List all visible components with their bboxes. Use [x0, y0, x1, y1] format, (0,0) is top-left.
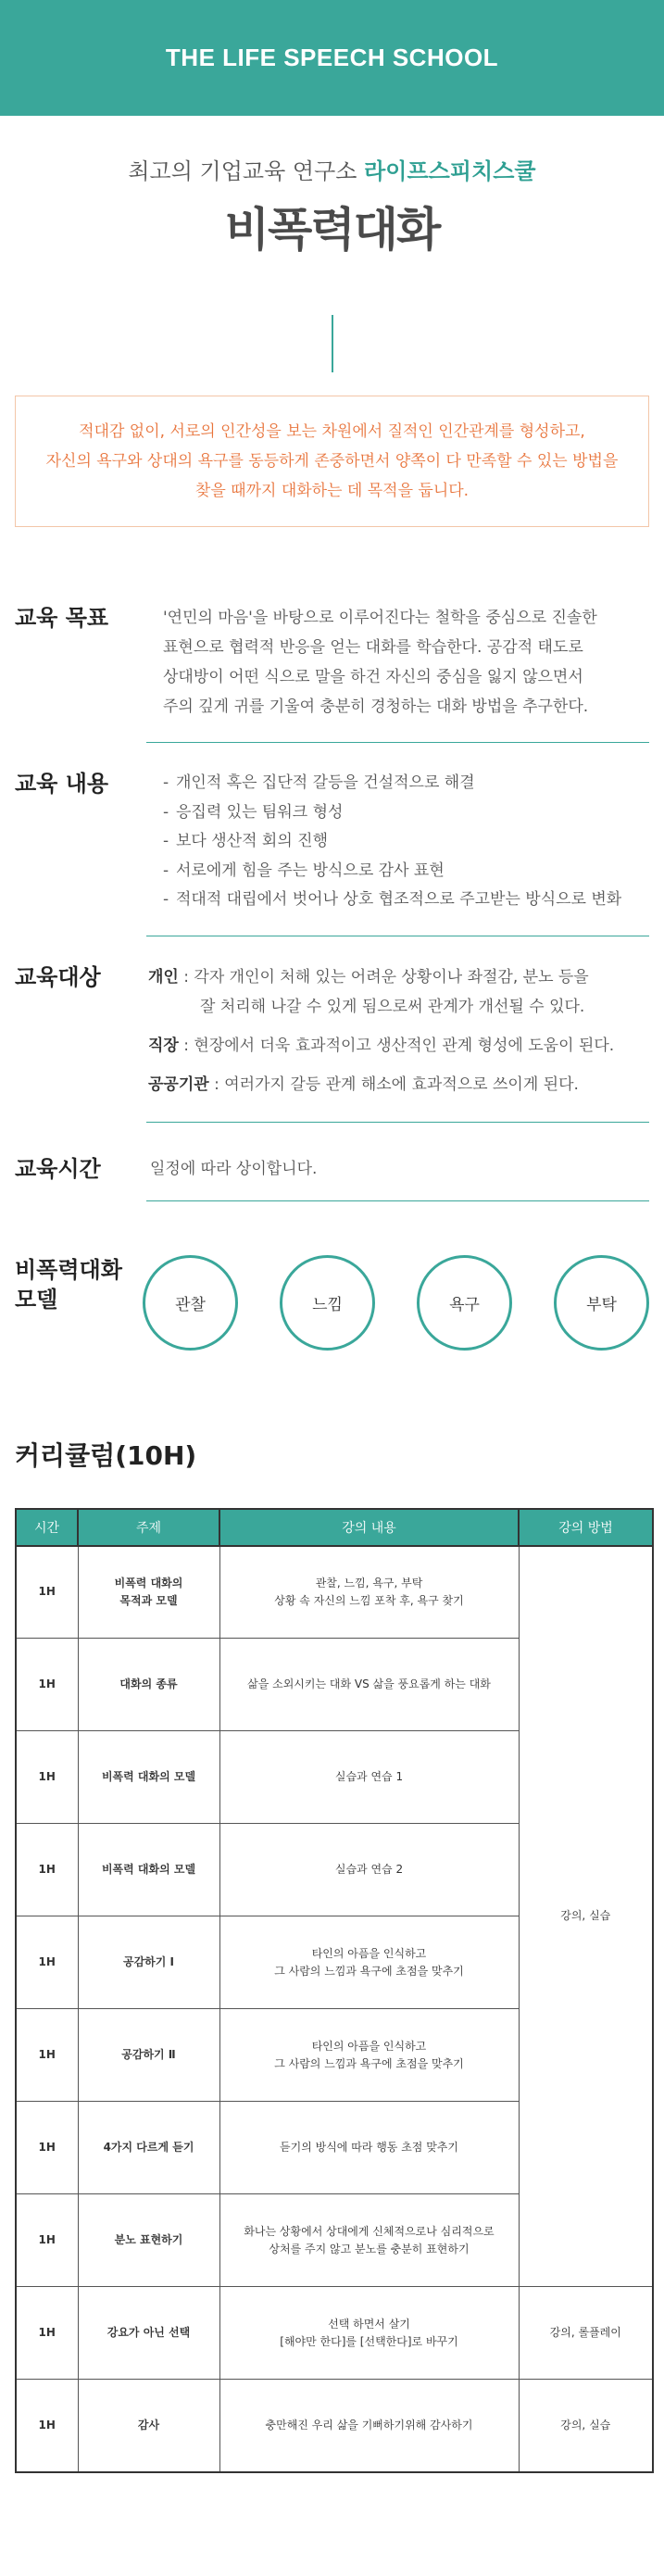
goal-section — [15, 603, 649, 743]
cell-topic: 비폭력 대화의 모델 — [78, 1731, 219, 1824]
cell-topic: 대화의 종류 — [78, 1639, 219, 1731]
col-header-time: 시간 — [16, 1509, 78, 1546]
list-item: - 보다 생산적 회의 진행 — [163, 832, 329, 850]
subtitle-brand: 라이프스피치스쿨 — [364, 158, 536, 184]
cell-content: 관찰, 느낌, 욕구, 부탁 상황 속 자신의 느낌 포착 후, 욕구 찾기 — [219, 1546, 519, 1639]
table-row — [16, 1546, 653, 1639]
target-row-public: 공공기관 : 여러가지 갈등 관계 해소에 효과적으로 쓰이게 된다. — [148, 1074, 579, 1094]
header-banner — [0, 0, 664, 116]
cell-content: 충만해진 우리 삶을 기뻐하기위해 감사하기 — [219, 2380, 519, 2472]
goal-line: '연민의 마음'을 바탕으로 이루어진다는 철학을 중심으로 진솔한 — [163, 609, 597, 627]
cell-hour: 1H — [16, 2380, 78, 2472]
target-section — [15, 962, 649, 1123]
cell-method: 강의, 실습 — [519, 1546, 653, 2287]
model-circle-observation: 관찰 — [143, 1255, 238, 1351]
time-label: 교육시간 — [15, 1155, 101, 1182]
cell-hour: 1H — [16, 2194, 78, 2287]
list-item: - 서로에게 힘을 주는 방식으로 감사 표현 — [163, 861, 445, 880]
cell-content: 삶을 소외시키는 대화 VS 삶을 풍요롭게 하는 대화 — [219, 1639, 519, 1731]
cell-content: 타인의 아픔을 인식하고 그 사람의 느낌과 욕구에 초점을 맞추기 — [219, 1916, 519, 2009]
time-text: 일정에 따라 상이합니다. — [146, 1149, 649, 1201]
table-header-row — [16, 1509, 653, 1546]
cell-hour: 1H — [16, 2287, 78, 2380]
list-item: - 적대적 대립에서 벗어나 상호 협조적으로 주고받는 방식으로 변화 — [163, 890, 622, 909]
intro-box — [15, 396, 649, 527]
school-name: THE LIFE SPEECH SCHOOL — [165, 44, 499, 71]
cell-topic: 비폭력 대화의 목적과 모델 — [78, 1546, 219, 1639]
intro-line: 찾을 때까지 대화하는 데 목적을 둡니다. — [194, 482, 470, 500]
cell-hour: 1H — [16, 1916, 78, 2009]
subtitle-prefix: 최고의 기업교육 연구소 — [128, 158, 357, 184]
cell-content: 듣기의 방식에 따라 행동 초점 맞추기 — [219, 2102, 519, 2194]
cell-hour: 1H — [16, 1546, 78, 1639]
goal-body — [146, 603, 649, 743]
target-body — [146, 962, 649, 1123]
subtitle — [0, 153, 664, 185]
model-circles — [143, 1255, 649, 1351]
content-label: 교육 내용 — [15, 771, 109, 797]
target-label: 교육대상 — [15, 963, 101, 990]
cell-topic: 분노 표현하기 — [78, 2194, 219, 2287]
model-circle-request: 부탁 — [554, 1255, 649, 1351]
cell-topic: 강요가 아닌 선택 — [78, 2287, 219, 2380]
curriculum-table — [15, 1508, 654, 2473]
content-section — [15, 769, 649, 936]
cell-content: 타인의 아픔을 인식하고 그 사람의 느낌과 욕구에 초점을 맞추기 — [219, 2009, 519, 2102]
goal-line: 표현으로 협력적 반응을 얻는 대화를 학습한다. 공감적 태도로 — [163, 638, 583, 657]
cell-hour: 1H — [16, 1639, 78, 1731]
table-row — [16, 2380, 653, 2472]
page-heading — [0, 116, 664, 259]
model-circle-need: 욕구 — [417, 1255, 512, 1351]
curriculum-body — [16, 1546, 653, 2472]
cell-topic: 공감하기 Ⅱ — [78, 2009, 219, 2102]
intro-line: 자신의 욕구와 상대의 욕구를 동등하게 존중하면서 양쪽이 다 만족할 수 있는 방법을 — [45, 452, 619, 471]
divider-line — [332, 315, 333, 372]
cell-method: 강의, 실습 — [519, 2380, 653, 2472]
cell-content: 화나는 상황에서 상대에게 신체적으로나 심리적으로 상처를 주지 않고 분노를 충분히 표현하기 — [219, 2194, 519, 2287]
cell-hour: 1H — [16, 2102, 78, 2194]
curriculum-title: 커리큘럼(10H) — [15, 1439, 197, 1471]
time-section — [15, 1149, 649, 1201]
cell-topic: 공감하기 Ⅰ — [78, 1916, 219, 2009]
cell-topic: 4가지 다르게 듣기 — [78, 2102, 219, 2194]
model-circle-feeling: 느낌 — [280, 1255, 375, 1351]
page-title: 비폭력대화 — [224, 203, 440, 257]
col-header-topic: 주제 — [78, 1509, 219, 1546]
cell-topic: 감사 — [78, 2380, 219, 2472]
list-item: - 개인적 혹은 집단적 갈등을 건설적으로 해결 — [163, 773, 475, 792]
model-label: 비폭력대화 모델 — [15, 1256, 122, 1313]
model-section — [15, 1255, 649, 1351]
goal-line: 주의 깊게 귀를 기울여 충분히 경청하는 대화 방법을 추구한다. — [163, 697, 589, 716]
cell-method: 강의, 롤플레이 — [519, 2287, 653, 2380]
goal-line: 상대방이 어떤 식으로 말을 하건 자신의 중심을 잃지 않으면서 — [163, 668, 583, 686]
target-row-workplace: 직장 : 현장에서 더욱 효과적이고 생산적인 관계 형성에 도움이 된다. — [148, 1036, 615, 1055]
goal-label: 교육 목표 — [15, 605, 109, 631]
cell-hour: 1H — [16, 1824, 78, 1916]
col-header-method: 강의 방법 — [519, 1509, 653, 1546]
cell-content: 실습과 연습 1 — [219, 1731, 519, 1824]
content-list — [163, 769, 649, 915]
cell-content: 실습과 연습 2 — [219, 1824, 519, 1916]
table-row — [16, 2287, 653, 2380]
cell-hour: 1H — [16, 2009, 78, 2102]
col-header-content: 강의 내용 — [219, 1509, 519, 1546]
target-row-individual: 개인 : 각자 개인이 처해 있는 어려운 상황이나 좌절감, 분노 등을 잘 처리해 나갈 수 있게 됨으로써 관계가 개선될 수 있다. — [148, 967, 589, 1016]
list-item: - 응집력 있는 팀워크 형성 — [163, 802, 344, 822]
cell-hour: 1H — [16, 1731, 78, 1824]
intro-line: 적대감 없이, 서로의 인간성을 보는 차원에서 질적인 인간관계를 형성하고, — [79, 422, 585, 441]
content-body — [146, 769, 649, 936]
cell-topic: 비폭력 대화의 모델 — [78, 1824, 219, 1916]
cell-content: 선택 하면서 살기 [해야만 한다]를 [선택한다]로 바꾸기 — [219, 2287, 519, 2380]
